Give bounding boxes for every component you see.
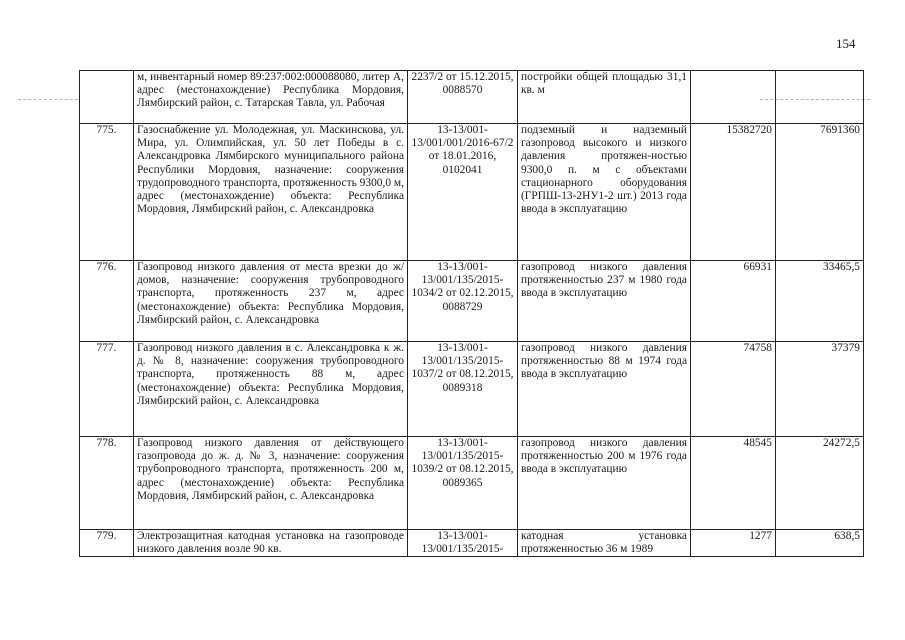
row-number	[80, 71, 134, 124]
row-number: 779.	[80, 530, 134, 557]
object-characteristics: постройки общей площадью 31,1 кв. м	[518, 71, 691, 124]
object-characteristics: подземный и надземный газопровод высокого и низкого давления протяжен-ностью 9300,0 п. м с объектами стационарного оборудования (ГРПШ-13-2НУ1-2 шт.) 2013 года ввода в эксплуатацию	[518, 124, 691, 261]
object-description: м, инвентарный номер 89:237:002:000088080, литер А, адрес (местонахождение) Республика Мордовия, Лямбирский район, с. Татарская Тавла, ул. Рабочая	[134, 71, 408, 124]
object-description: Газопровод низкого давления от действующего газопровода до ж. д. № 3, назначение: сооружения трубопроводного транспорта, протяженность 200 м, адрес (местонахождение) объекта: Республика Мордовия, Лямбирский район, с. Александровка	[134, 437, 408, 530]
registration-record: 13-13/001-13/001/001/2016-67/2 от 18.01.2016, 0102041	[408, 124, 518, 261]
balance-value	[691, 71, 776, 124]
balance-value: 74758	[691, 342, 776, 437]
registration-record: 13-13/001-13/001/135/2015-1034/2 от 02.12.2015, 0088729	[408, 261, 518, 342]
registration-record: 13-13/001-13/001/135/2015-1037/2 от 08.12.2015, 0089318	[408, 342, 518, 437]
object-characteristics: газопровод низкого давления протяженностью 88 м 1974 года ввода в эксплуатацию	[518, 342, 691, 437]
table-row	[80, 124, 864, 261]
balance-value: 1277	[691, 530, 776, 557]
object-description: Газоснабжение ул. Молодежная, ул. Маскинскова, ул. Мира, ул. Олимпийская, ул. 50 лет Победы в с. Александровка Лямбирского муниципального района Республики Мордовия, назначение: сооружения трудопроводного транспорта, протяженность 9300,0 м, адрес (местонахождение) объекта: Республика Мордовия, Лямбирский район, с. Александровка	[134, 124, 408, 261]
table-row	[80, 437, 864, 530]
balance-value: 48545	[691, 437, 776, 530]
table-row	[80, 530, 864, 557]
balance-value: 66931	[691, 261, 776, 342]
object-description: Электрозащитная катодная установка на газопроводе низкого давления возле 90 кв.	[134, 530, 408, 557]
registration-record: 13-13/001-13/001/135/2015-1039/2 от 08.12.2015, 0089365	[408, 437, 518, 530]
table-row	[80, 261, 864, 342]
row-number: 775.	[80, 124, 134, 261]
page-number: 154	[836, 36, 856, 51]
object-description: Газопровод низкого давления в с. Александровка к ж. д. № 8, назначение: сооружения трубопроводного транспорта, протяженность 88 м, адрес (местонахождение) объекта: Республика Мордовия, Лямбирский район, с. Александровка	[134, 342, 408, 437]
residual-value: 7691360	[776, 124, 864, 261]
object-characteristics: газопровод низкого давления протяженностью 237 м 1980 года ввода в эксплуатацию	[518, 261, 691, 342]
balance-value: 15382720	[691, 124, 776, 261]
registration-record: 2237/2 от 15.12.2015, 0088570	[408, 71, 518, 124]
table-row	[80, 71, 864, 124]
object-characteristics: катодная установка протяженностью 36 м 1989	[518, 530, 691, 557]
scan-artifact-line	[18, 99, 78, 100]
registration-record: 13-13/001-13/001/135/2015-	[408, 530, 518, 557]
residual-value: 33465,5	[776, 261, 864, 342]
property-registry-table	[79, 70, 864, 557]
row-number: 776.	[80, 261, 134, 342]
object-characteristics: газопровод низкого давления протяженностью 200 м 1976 года ввода в эксплуатацию	[518, 437, 691, 530]
object-description: Газопровод низкого давления от места врезки до ж/домов, назначение: сооружения трубопроводного транспорта, протяженность 237 м, адрес (местонахождение) объекта: Республика Мордовия, Лямбирский район, с. Александровка	[134, 261, 408, 342]
row-number: 778.	[80, 437, 134, 530]
table-row	[80, 342, 864, 437]
residual-value: 37379	[776, 342, 864, 437]
row-number: 777.	[80, 342, 134, 437]
residual-value: 24272,5	[776, 437, 864, 530]
residual-value: 638,5	[776, 530, 864, 557]
residual-value	[776, 71, 864, 124]
